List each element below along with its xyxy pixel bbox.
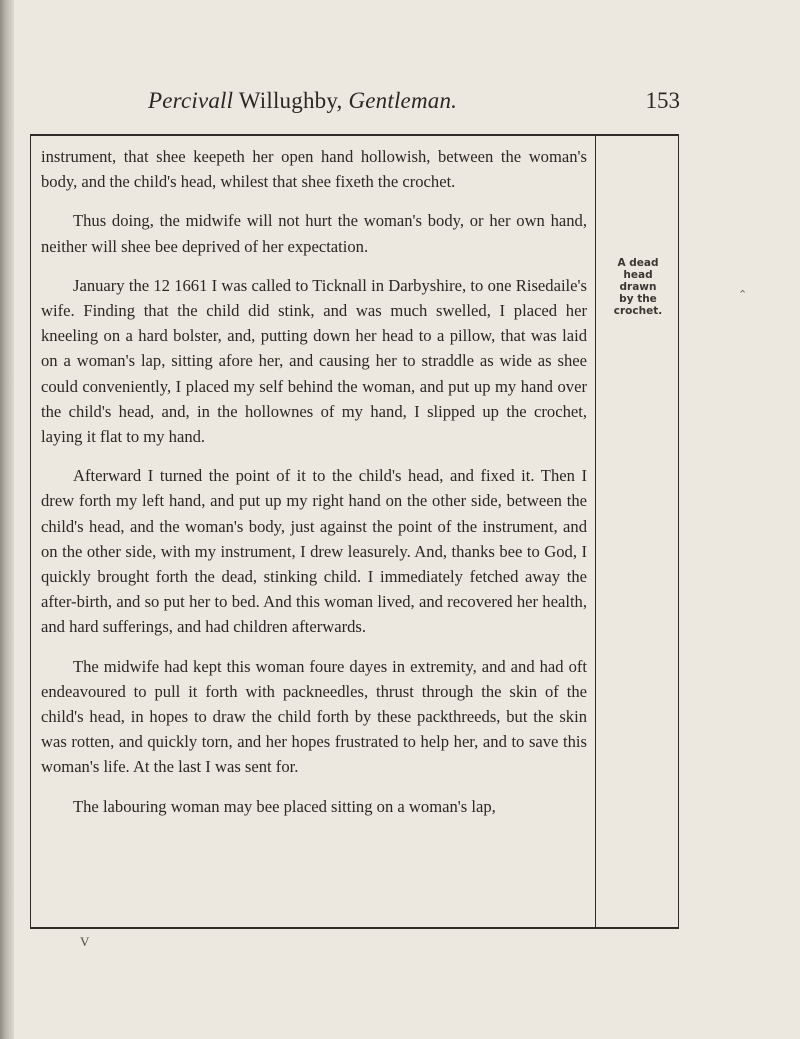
- paragraph-3: January the 12 1661 I was called to Ticknall in Darbyshire, to one Risedaile's wife. Finding that the child did stink, and was much swelled, I placed her kneeling on a hard bolster, and, putting down her head to a pillow, that was laid on a woman's lap, sitting afore her, and causing her to straddle as wide as shee could conveniently, I placed my self behind the woman, and put up my hand over the child's head, and, in the hollownes of my hand, I slipped up the crochet, laying it flat to my hand.: [41, 275, 587, 447]
- margin-note: [599, 257, 677, 317]
- running-title-name-italic: Percivall: [148, 88, 234, 113]
- book-binding-edge: [0, 0, 14, 1039]
- running-title-surname: Willughby,: [233, 88, 349, 113]
- page-number: 153: [645, 88, 680, 113]
- column-divider: [595, 134, 596, 929]
- stray-ink-mark: ⌃: [738, 289, 748, 301]
- signature-mark: V: [80, 934, 90, 949]
- margin-note-line-3: drawn: [619, 281, 657, 293]
- paragraph-5: The midwife had kept this woman foure dayes in extremity, and and had oft endeavoured to pull it forth with packneedles, thrust through the skin of the child's head, in hopes to draw the child forth by these packthreeds, but the skin was rotten, and quickly torn, and her hopes frustrated to help her, and to save this woman's life. At the last I was sent for.: [41, 656, 587, 777]
- margin-note-line-1: A dead: [617, 257, 659, 269]
- paragraph-6: The labouring woman may bee placed sitting on a woman's lap,: [73, 796, 496, 816]
- margin-note-line-2: head: [623, 269, 653, 281]
- bottom-rule: [30, 927, 678, 929]
- margin-note-line-4: by the: [619, 293, 657, 305]
- running-head: [30, 86, 680, 130]
- running-title-gentleman: Gentleman.: [348, 88, 458, 113]
- running-title: [148, 88, 457, 114]
- paragraph-4: Afterward I turned the point of it to the child's head, and fixed it. Then I drew forth my left hand, and put up my right hand on the other side, between the child's head, and the woman's body, just against the point of the instrument, and on the other side, with my instrument, I drew leasurely. And, thanks bee to God, I quickly brought forth the dead, stinking child. I immediately fetched away the after-birth, and so put her to bed. And this woman lived, and recovered her health, and hard sufferings, and had children afterwards.: [41, 466, 587, 637]
- margin-note-line-5: crochet.: [613, 305, 663, 317]
- left-rule: [30, 134, 31, 929]
- top-rule: [30, 134, 678, 136]
- paragraph-1: instrument, that shee keepeth her open hand hollowish, between the woman's body, and the child's head, whilest that shee fixeth the crochet.: [41, 147, 587, 192]
- paragraph-2: Thus doing, the midwife will not hurt the woman's body, or her own hand, neither will shee bee deprived of her expectation.: [41, 211, 587, 256]
- main-text-column: [41, 144, 587, 833]
- right-rule: [678, 134, 679, 929]
